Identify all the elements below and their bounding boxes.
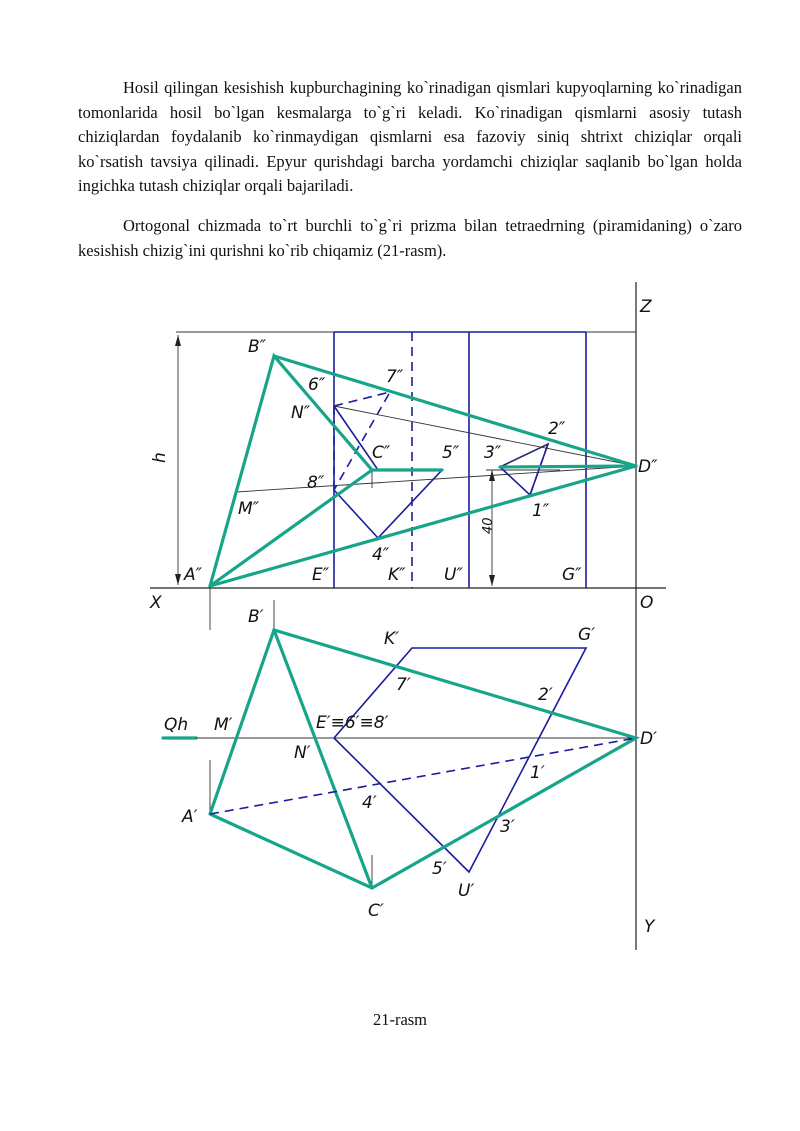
label-c-front: C″	[372, 443, 391, 463]
label-7-top: 7′	[396, 675, 411, 695]
label-k-front: K″	[388, 565, 406, 585]
label-1-front: 1″	[532, 501, 550, 521]
label-m-top: M′	[214, 715, 233, 735]
label-g-front: G″	[562, 565, 582, 585]
pyramid-front	[210, 356, 636, 586]
label-qh: Qh	[164, 715, 189, 735]
height-dimension	[150, 335, 181, 585]
label-o: O	[640, 593, 654, 613]
projection-axes	[150, 282, 666, 950]
offset-dimension	[481, 470, 560, 586]
label-a-top: A′	[182, 807, 198, 827]
front-labels	[183, 337, 658, 585]
paragraph-2: Ortogonal chizmada to`rt burchli to`g`ri prizma bilan tetraedrning (piramidaning) o`zaro kesishish chizig`ini qurishni ko`rib chiqamiz (21-rasm).	[78, 216, 742, 260]
label-c-top: C′	[368, 901, 384, 921]
intersection-drawing	[0, 270, 800, 970]
label-m-front: M″	[238, 499, 260, 519]
label-2-front: 2″	[548, 419, 566, 439]
figure-caption: 21-rasm	[372, 1010, 428, 1029]
label-3-front: 3″	[484, 443, 502, 463]
label-u-top: U′	[458, 881, 475, 901]
label-b-top: B′	[248, 607, 264, 627]
label-y: Y	[644, 917, 655, 937]
label-d-top: D′	[640, 729, 657, 749]
label-6-front: 6″	[308, 375, 326, 395]
label-g-top: G′	[578, 625, 596, 645]
label-x: X	[150, 593, 162, 613]
paragraph-1: Hosil qilingan kesishish kupburchagining ko`rinadigan qismlari kupyoqlarning ko`rinadigan tomonlarida hosil bo`lgan kesmalarga to`g`ri keladi. Ko`rinadigan qismlarni asosiy tutash chiziqlardan foydalanib ko`rinmaydigan qismlarni esa fazoviy siniq shtrixt chiziqlar orqali ko`rsatish tavsiya qilinadi. Epyur qurishdagi barcha yordamchi chiziqlar saqlanib bo`lgan holda ingichka tutash chiziqlar orqali bajariladi.	[78, 78, 742, 195]
top-labels	[181, 607, 657, 921]
label-2-top: 2′	[538, 685, 553, 705]
label-8-front: 8″	[307, 473, 325, 493]
label-7-front: 7″	[386, 367, 404, 387]
label-5-top: 5′	[432, 859, 447, 879]
axis-labels	[149, 297, 656, 937]
label-4-top: 4′	[362, 793, 377, 813]
label-d-front: D″	[638, 457, 658, 477]
label-b-front: B″	[248, 337, 267, 357]
label-e-front: E″	[312, 565, 330, 585]
label-3-top: 3′	[500, 817, 515, 837]
label-z: Z	[640, 297, 652, 317]
label-4-front: 4″	[372, 545, 390, 565]
label-a-front: A″	[184, 565, 202, 585]
label-u-front: U″	[444, 565, 463, 585]
label-n-front: N″	[291, 403, 311, 423]
offset-label: 40	[481, 517, 496, 534]
height-label: h	[150, 452, 170, 463]
label-5-front: 5″	[442, 443, 460, 463]
pyramid-top	[210, 630, 636, 888]
label-e-top: E′≡6′≡8′	[316, 713, 389, 733]
label-n-top: N′	[294, 743, 311, 763]
label-k-top: K′	[384, 629, 400, 649]
label-1-top: 1′	[530, 763, 545, 783]
